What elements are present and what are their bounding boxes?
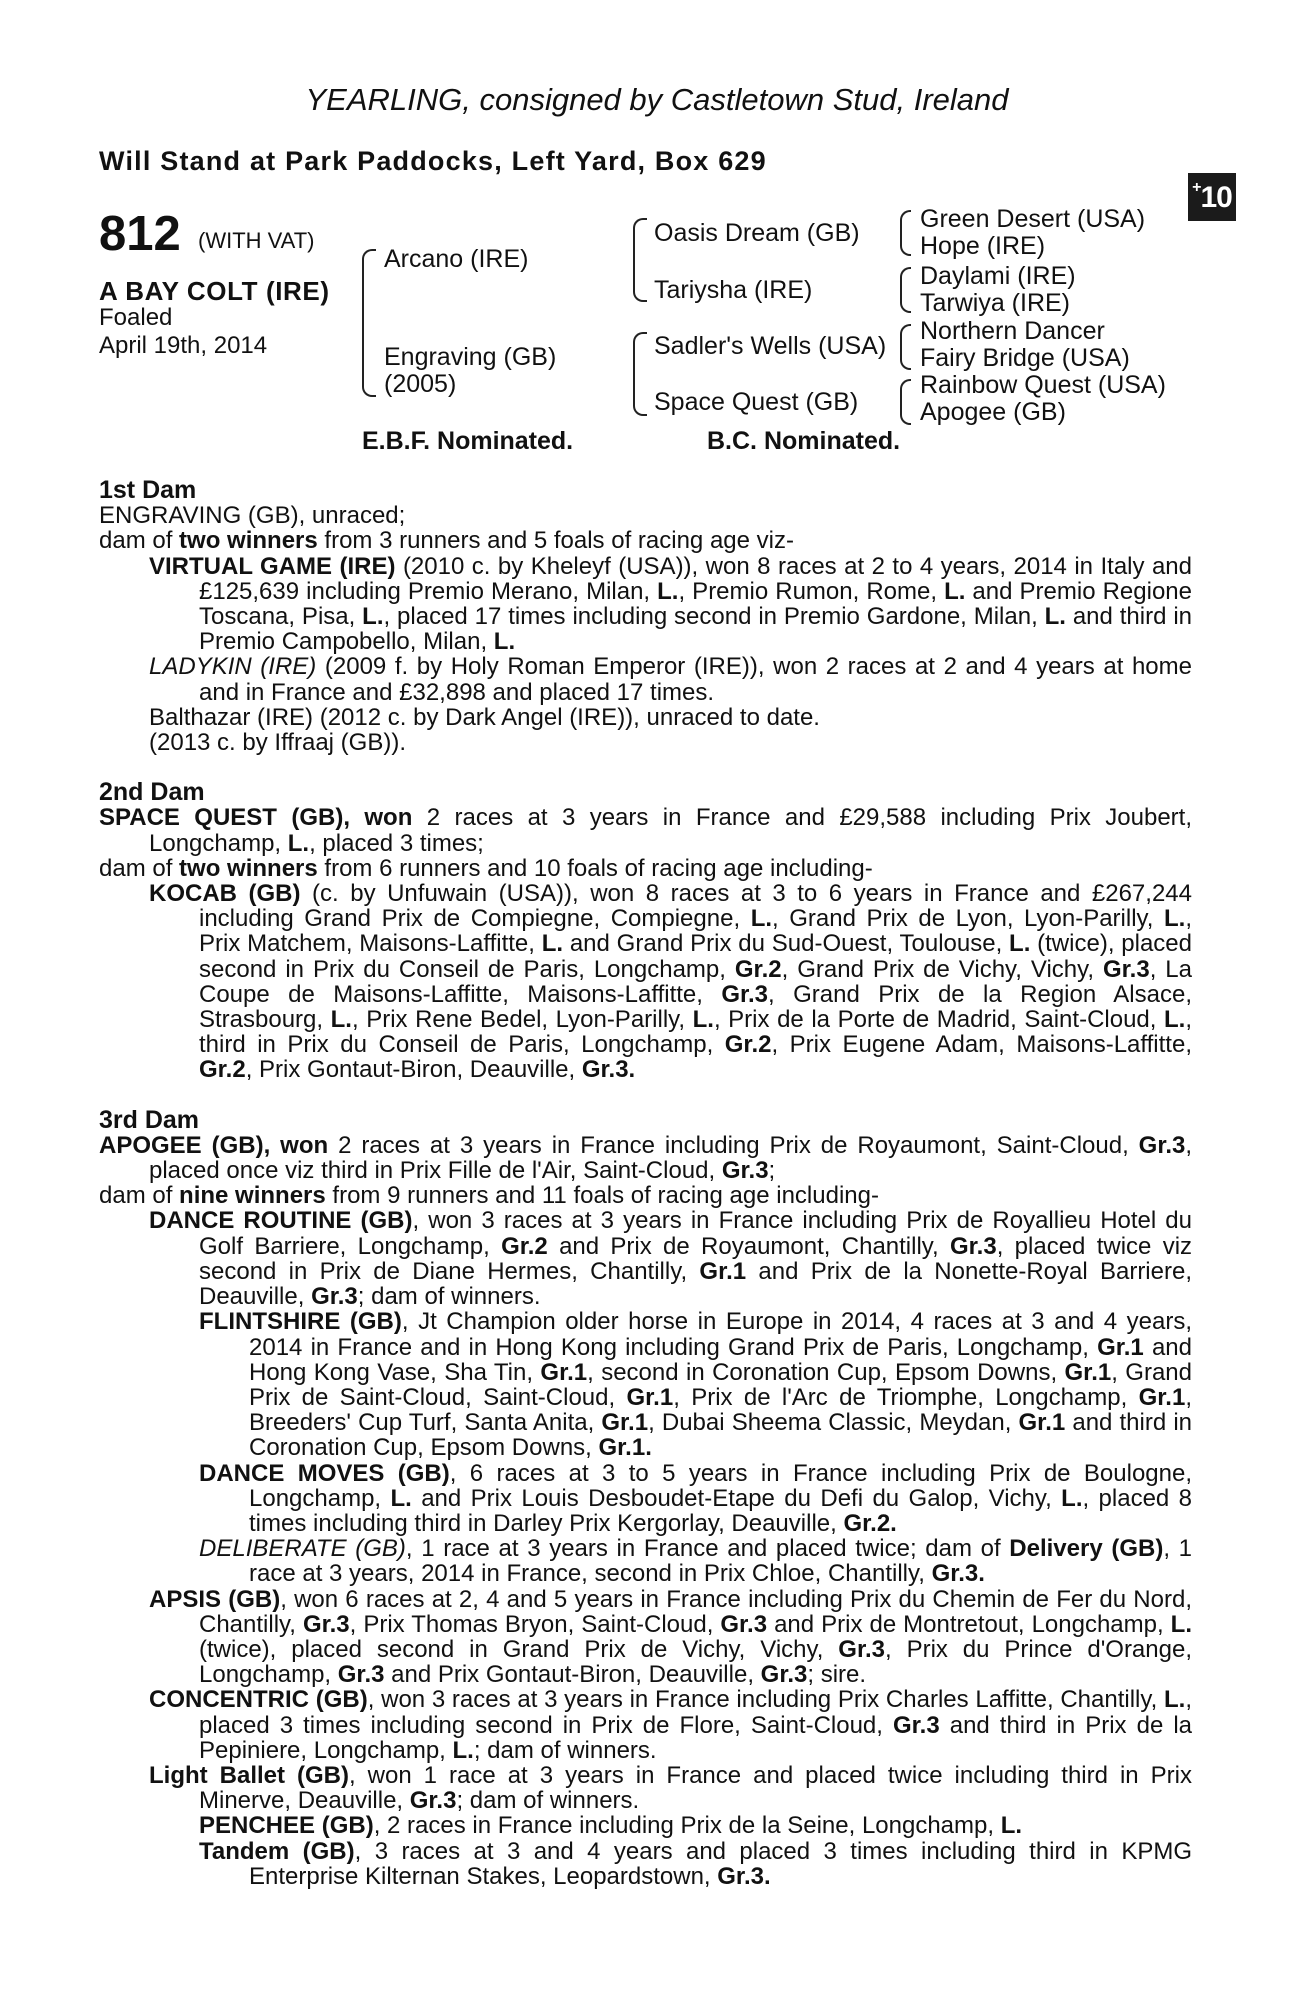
- produce-entry: [99, 1687, 1192, 1763]
- produce-entry: [99, 1536, 1192, 1586]
- horse-name: SPACE QUEST (GB): [99, 804, 344, 832]
- text: from 3 runners and 5 foals of racing age viz-: [317, 527, 794, 555]
- sire-name: Arcano (IRE): [384, 245, 529, 273]
- horse-name: LADYKIN (IRE): [149, 653, 317, 681]
- grade: Gr.1: [699, 1257, 747, 1285]
- lot-vat: (WITH VAT): [198, 228, 315, 253]
- grade: Gr.1: [626, 1383, 674, 1411]
- ancestor-green-desert: Green Desert (USA): [920, 205, 1146, 233]
- text: 2 races at 3 years in France and £29,588 including Prix Joubert, Longchamp,: [149, 804, 1193, 857]
- horse-name: DANCE ROUTINE (GB): [149, 1207, 413, 1235]
- text: , Premio Rumon, Rome,: [678, 577, 945, 605]
- second-dam-produce-summary: [99, 856, 1192, 881]
- grade: L.: [287, 829, 310, 857]
- first-dam-heading: 1st Dam: [99, 476, 197, 504]
- produce-entry: [99, 881, 1192, 1083]
- grade: Gr.1: [1097, 1333, 1144, 1361]
- text: ; dam of winners.: [473, 1736, 657, 1764]
- grade: Gr.1: [1064, 1358, 1112, 1386]
- horse-name: Tandem (GB): [199, 1837, 355, 1865]
- horse-name: PENCHEE (GB): [199, 1812, 374, 1840]
- pedigree-brace-g1: [900, 210, 911, 256]
- ancestor-hope: Hope (IRE): [920, 232, 1046, 260]
- text: (c. by Unfuwain (USA)), won 8 races at 3 to 6 years in France and £267,244 including Grand Prix de Compiegne, Compiegne,: [199, 880, 1192, 933]
- pedigree-brace-sire: [633, 218, 647, 302]
- text: , 3 races at 3 and 4 years and placed 3 times including third in KPMG Enterprise Kilternan Stakes, Leopardstown,: [249, 1837, 1192, 1890]
- text: , second in Coronation Cup, Epsom Downs,: [587, 1358, 1065, 1386]
- horse-name: KOCAB (GB): [149, 880, 301, 908]
- winners-count: nine winners: [179, 1182, 326, 1210]
- grade: L.: [1170, 1610, 1192, 1638]
- text: , 1 race at 3 years, 2014 in France, second in Prix Chloe, Chantilly,: [249, 1535, 1192, 1588]
- badge-number: 10: [1200, 181, 1232, 214]
- grade: Gr.3: [721, 980, 769, 1008]
- dam-dam-name: Space Quest (GB): [654, 388, 859, 416]
- pedigree-brace-g4: [900, 379, 911, 425]
- text: , placed 8 times including third in Darley Prix Kergorlay, Deauville,: [249, 1484, 1192, 1537]
- ancestor-fairy-bridge: Fairy Bridge (USA): [920, 344, 1130, 372]
- pedigree-brace-g2: [900, 267, 911, 313]
- grade: Gr.2: [501, 1232, 548, 1260]
- text: dam of: [99, 1182, 180, 1210]
- text: , Breeders' Cup Turf, Santa Anita,: [249, 1383, 1192, 1437]
- first-dam-produce-summary: [99, 528, 1192, 553]
- horse-name: VIRTUAL GAME (IRE): [149, 552, 396, 580]
- text: , Prix Matchem, Maisons-Laffitte,: [199, 905, 1193, 958]
- grade: L.: [1009, 930, 1031, 958]
- third-dam-heading: 3rd Dam: [99, 1105, 200, 1134]
- grade: L.: [1164, 1006, 1186, 1034]
- grade: L.: [362, 603, 384, 631]
- grade: Gr.3: [311, 1283, 358, 1311]
- horse-name: Light Ballet (GB): [149, 1761, 349, 1789]
- grade: L.: [1061, 1484, 1083, 1512]
- dam-year: (2005): [384, 370, 457, 398]
- text: and Prix de la Nonette-Royal Barriere, Deauville,: [199, 1257, 1192, 1311]
- horse-name: CONCENTRIC (GB): [149, 1686, 368, 1714]
- grade: L.: [944, 577, 966, 605]
- text: and Grand Prix du Sud-Ouest, Toulouse,: [563, 930, 1010, 958]
- grade: Gr.3: [760, 1661, 808, 1689]
- grade: Gr.1: [1138, 1383, 1186, 1411]
- text: and Prix Gontaut-Biron, Deauville,: [384, 1661, 761, 1689]
- grade: Gr.1: [601, 1409, 649, 1437]
- horse-name: DELIBERATE (GB): [199, 1535, 406, 1563]
- grade: Gr.3: [302, 1610, 350, 1638]
- text: (2010 c. by Kheleyf (USA)), won 8 races at 2 to 4 years, 2014 in Italy and £125,639 including Premio Merano, Milan,: [199, 552, 1193, 605]
- text: ;: [768, 1157, 776, 1185]
- text: , Grand Prix de Lyon, Lyon-Parilly,: [772, 905, 1165, 933]
- grade: Gr.3.: [717, 1862, 771, 1890]
- winners-count: two winners: [179, 854, 318, 882]
- second-dam-heading: 2nd Dam: [99, 778, 205, 807]
- ancestor-rainbow-quest: Rainbow Quest (USA): [920, 371, 1166, 399]
- grade: L.: [330, 1006, 352, 1034]
- lot-name: A BAY COLT (IRE): [99, 276, 330, 306]
- grade: Gr.3: [721, 1157, 769, 1185]
- grade: Gr.2.: [843, 1509, 897, 1537]
- text: from 9 runners and 11 foals of racing age including-: [325, 1182, 879, 1210]
- grade: Gr.1.: [598, 1434, 652, 1462]
- dam-name: Engraving (GB): [384, 343, 557, 371]
- text: and third in Coronation Cup, Epsom Downs,: [249, 1409, 1192, 1462]
- lot-number: 812: [99, 207, 181, 261]
- grade: L.: [1164, 905, 1186, 933]
- text: , won 6 races at 2, 4 and 5 years in France including Prix du Chemin de Fer du Nord, Chantilly,: [199, 1585, 1192, 1638]
- page-title: YEARLING, consigned by Castletown Stud, Ireland: [305, 82, 1009, 117]
- won-label: , won: [263, 1131, 329, 1159]
- text: and third in Prix de la Pepiniere, Longchamp,: [199, 1711, 1192, 1764]
- grade: Gr.3: [409, 1787, 457, 1815]
- text: ; sire.: [807, 1661, 867, 1689]
- text: dam of: [99, 854, 180, 882]
- text: , placed 3 times including second in Prix de Flore, Saint-Cloud,: [199, 1686, 1193, 1739]
- grade: Gr.3: [1102, 955, 1150, 983]
- text: and Premio Regione Toscana, Pisa,: [199, 577, 1192, 631]
- horse-name: APSIS (GB): [149, 1585, 281, 1613]
- ancestor-northern-dancer: Northern Dancer: [920, 317, 1105, 345]
- ancestor-apogee: Apogee (GB): [920, 398, 1066, 426]
- grade: Gr.3: [1138, 1131, 1186, 1159]
- first-dam-line: ENGRAVING (GB), unraced;: [99, 502, 406, 530]
- bc-nominated: B.C. Nominated.: [707, 427, 901, 455]
- text: ; dam of winners.: [357, 1283, 541, 1311]
- foaled-date: April 19th, 2014: [99, 332, 268, 359]
- produce-entry: [99, 1813, 1192, 1838]
- text: , 6 races at 3 to 5 years in France including Prix de Boulogne, Longchamp,: [249, 1459, 1193, 1512]
- grade: L.: [541, 930, 564, 958]
- text: , placed twice viz second in Prix de Diane Hermes, Chantilly,: [199, 1232, 1193, 1285]
- ebf-nominated: E.B.F. Nominated.: [362, 427, 574, 455]
- horse-name: FLINTSHIRE (GB): [199, 1308, 402, 1336]
- pedigree-brace-dam: [633, 332, 647, 416]
- sire-dam-name: Tariysha (IRE): [654, 276, 813, 304]
- grade: L.: [657, 577, 679, 605]
- pedigree-brace-main: [362, 249, 376, 397]
- pedigree-brace-g3: [900, 324, 911, 370]
- produce-entry: [99, 1587, 1192, 1688]
- grade: Gr.3.: [931, 1560, 985, 1588]
- page-badge: [1188, 173, 1236, 221]
- horse-name: Delivery (GB): [1009, 1535, 1164, 1563]
- produce-entry: [99, 554, 1192, 655]
- spacer: [99, 1083, 1192, 1108]
- text: , La Coupe de Maisons-Laffitte, Maisons-Laffitte,: [199, 955, 1193, 1008]
- ancestor-tarwiya: Tarwiya (IRE): [920, 289, 1071, 317]
- text: (twice), placed second in Grand Prix de Vichy, Vichy,: [199, 1635, 839, 1663]
- second-dam-entry: [99, 805, 1192, 855]
- grade: L.: [692, 1006, 714, 1034]
- dam-sire-name: Sadler's Wells (USA): [654, 332, 887, 360]
- catalogue-body: [99, 478, 1192, 1889]
- text: , Grand Prix de la Region Alsace, Strasbourg,: [199, 980, 1192, 1034]
- grade: Gr.2: [199, 1056, 246, 1084]
- text: (2009 f. by Holy Roman Emperor (IRE)), won 2 races at 2 and 4 years at home and in France and £32,898 and placed 17 times.: [199, 653, 1192, 706]
- text: and Prix Louis Desboudet-Etape du Defi du Galop, Vichy,: [411, 1484, 1062, 1512]
- text: , Prix Rene Bedel, Lyon-Parilly,: [351, 1006, 693, 1034]
- text: , won 1 race at 3 years in France and placed twice including third in Prix Minerve, Deauville,: [199, 1761, 1192, 1815]
- grade: L.: [493, 628, 516, 656]
- foaled-label: Foaled: [99, 304, 173, 331]
- grade: L.: [1164, 1686, 1186, 1714]
- text: , Prix Thomas Bryon, Saint-Cloud,: [349, 1610, 721, 1638]
- stand-location: Will Stand at Park Paddocks, Left Yard, Box 629: [99, 146, 767, 176]
- text: , 2 races in France including Prix de la Seine, Longchamp,: [373, 1812, 1001, 1840]
- grade: Gr.3: [838, 1635, 885, 1663]
- third-dam-produce-summary: [99, 1183, 1192, 1208]
- text: , placed 17 times including second in Premio Gardone, Milan,: [383, 603, 1045, 631]
- text: , won 3 races at 3 years in France including Prix de Royallieu Hotel du Golf Barriere, Longchamp,: [199, 1207, 1192, 1260]
- grade: Gr.2: [734, 955, 782, 983]
- text: , placed 3 times;: [309, 829, 484, 857]
- produce-entry: Balthazar (IRE) (2012 c. by Dark Angel (IRE)), unraced to date.: [149, 703, 820, 731]
- text: dam of: [99, 527, 180, 555]
- text: , Jt Champion older horse in Europe in 2014, 4 races at 3 and 4 years, 2014 in France and in Hong Kong including Grand Prix de Paris, Longchamp,: [249, 1308, 1193, 1361]
- won-label: , won: [343, 804, 413, 832]
- text: , third in Prix du Conseil de Paris, Longchamp,: [199, 1006, 1193, 1059]
- grade: L.: [750, 905, 773, 933]
- text: , Grand Prix de Saint-Cloud, Saint-Cloud,: [249, 1358, 1192, 1411]
- text: 2 races at 3 years in France including Prix de Royaumont, Saint-Cloud,: [328, 1131, 1139, 1159]
- produce-entry: (2013 c. by Iffraaj (GB)).: [149, 729, 406, 757]
- grade: Gr.3: [950, 1232, 997, 1260]
- text: and Hong Kong Vase, Sha Tin,: [249, 1333, 1192, 1386]
- winners-count: two winners: [179, 527, 318, 555]
- produce-entry: [99, 654, 1192, 704]
- produce-entry: [99, 1461, 1192, 1537]
- ancestor-daylami: Daylami (IRE): [920, 262, 1076, 290]
- text: ; dam of winners.: [456, 1787, 640, 1815]
- horse-name: DANCE MOVES (GB): [199, 1459, 450, 1487]
- grade: L.: [1000, 1812, 1023, 1840]
- grade: Gr.1: [540, 1358, 588, 1386]
- grade: Gr.1: [1018, 1409, 1066, 1437]
- text: , Prix du Prince d'Orange, Longchamp,: [199, 1635, 1192, 1689]
- text: , Prix de la Porte de Madrid, Saint-Cloud,: [713, 1006, 1165, 1034]
- text: , 1 race at 3 years in France and placed twice; dam of: [405, 1535, 1010, 1563]
- text: , Grand Prix de Vichy, Vichy,: [781, 955, 1103, 983]
- text: , won 3 races at 3 years in France including Prix Charles Laffitte, Chantilly,: [367, 1686, 1165, 1714]
- text: and Prix de Royaumont, Chantilly,: [547, 1232, 950, 1260]
- text: , Prix de l'Arc de Triomphe, Longchamp,: [673, 1383, 1139, 1411]
- produce-entry: [99, 1839, 1192, 1889]
- text: , Prix Gontaut-Biron, Deauville,: [245, 1056, 582, 1084]
- third-dam-entry: [99, 1133, 1192, 1183]
- horse-name: APOGEE (GB): [99, 1131, 264, 1159]
- grade: Gr.3.: [581, 1056, 636, 1084]
- text: , Prix Eugene Adam, Maisons-Laffitte,: [771, 1031, 1192, 1059]
- spacer: [99, 755, 1192, 780]
- text: (twice), placed second in Prix du Conseil de Paris, Longchamp,: [199, 930, 1192, 983]
- sire-sire-name: Oasis Dream (GB): [654, 219, 860, 247]
- grade: L.: [452, 1736, 474, 1764]
- text: from 6 runners and 10 foals of racing age including-: [317, 854, 873, 882]
- grade: Gr.3: [337, 1661, 385, 1689]
- grade: Gr.3: [720, 1610, 768, 1638]
- grade: L.: [390, 1484, 412, 1512]
- produce-entry: [99, 1309, 1192, 1460]
- text: , placed once viz third in Prix Fille de l'Air, Saint-Cloud,: [149, 1131, 1193, 1185]
- text: and Prix de Montretout, Longchamp,: [767, 1610, 1171, 1638]
- grade: L.: [1044, 603, 1066, 631]
- grade: Gr.2: [724, 1031, 772, 1059]
- badge-plus: +: [1192, 179, 1201, 196]
- text: , Dubai Sheema Classic, Meydan,: [648, 1409, 1019, 1437]
- produce-entry: [99, 1763, 1192, 1813]
- grade: Gr.3: [892, 1711, 940, 1739]
- text: and third in Premio Campobello, Milan,: [199, 603, 1192, 656]
- produce-entry: [99, 1208, 1192, 1309]
